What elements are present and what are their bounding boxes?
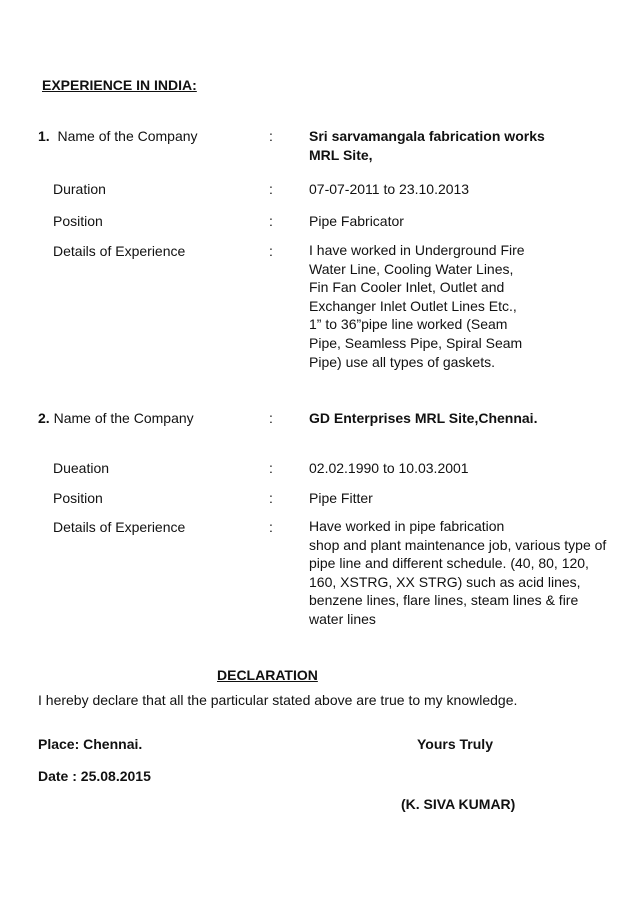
date-line: Date : 25.08.2015 bbox=[38, 768, 151, 784]
job2-details-line: benzene lines, flare lines, steam lines & fire bbox=[309, 592, 579, 609]
job2-details-label: Details of Experience bbox=[53, 519, 186, 535]
job1-company-colon: : bbox=[269, 128, 273, 144]
job1-details-line: Pipe) use all types of gaskets. bbox=[309, 353, 495, 370]
job1-duration-label: Duration bbox=[53, 181, 106, 197]
job1-number: 1. bbox=[38, 128, 50, 144]
job2-details-line: 160, XSTRG, XX STRG) such as acid lines, bbox=[309, 573, 581, 590]
job1-company-line1: Sri sarvamangala fabrication works bbox=[309, 128, 545, 144]
job1-details-line: I have worked in Underground Fire bbox=[309, 242, 525, 258]
job2-company-value: GD Enterprises MRL Site,Chennai. bbox=[309, 410, 538, 426]
job2-duration-value: 02.02.1990 to 10.03.2001 bbox=[309, 460, 469, 476]
job1-details-paragraph bbox=[309, 241, 525, 371]
job1-duration-value: 07-07-2011 to 23.10.2013 bbox=[309, 181, 470, 197]
job2-details-paragraph bbox=[309, 517, 606, 629]
job2-details-line: water lines bbox=[309, 610, 376, 627]
job1-duration-colon: : bbox=[269, 181, 273, 197]
job1-details-label: Details of Experience bbox=[53, 243, 186, 259]
declaration-text: I hereby declare that all the particular stated above are true to my knowledge. bbox=[38, 692, 518, 708]
job1-position-label: Position bbox=[53, 213, 103, 229]
job1-company-line2: MRL Site, bbox=[309, 147, 373, 163]
job2-number: 2. bbox=[38, 410, 50, 426]
job1-company-label-row bbox=[38, 127, 198, 145]
job2-position-label: Position bbox=[53, 490, 103, 506]
job2-company-colon: : bbox=[269, 410, 273, 426]
job2-position-value: Pipe Fitter bbox=[309, 490, 373, 506]
job2-company-label-row bbox=[38, 409, 194, 427]
job2-duration-label: Dueation bbox=[53, 460, 110, 476]
job2-company-label: Name of the Company bbox=[53, 410, 194, 426]
job1-details-line: 1” to 36”pipe line worked (Seam bbox=[309, 316, 508, 333]
yours-truly: Yours Truly bbox=[417, 736, 493, 752]
declaration-title: DECLARATION bbox=[217, 667, 318, 683]
job2-position-colon: : bbox=[269, 490, 273, 506]
job2-details-line: pipe line and different schedule. (40, 80, 120, bbox=[309, 555, 589, 572]
job1-details-colon: : bbox=[269, 243, 273, 259]
job1-details-line: Water Line, Cooling Water Lines, bbox=[309, 260, 514, 277]
job2-details-line: Have worked in pipe fabrication bbox=[309, 518, 505, 534]
signature-name: (K. SIVA KUMAR) bbox=[401, 796, 516, 812]
job2-duration-colon: : bbox=[269, 460, 273, 476]
job1-company-label: Name of the Company bbox=[57, 128, 198, 144]
job1-position-colon: : bbox=[269, 213, 273, 229]
job2-details-line: shop and plant maintenance job, various type of bbox=[309, 536, 607, 553]
place-line: Place: Chennai. bbox=[38, 736, 143, 752]
job1-details-line: Pipe, Seamless Pipe, Spiral Seam bbox=[309, 334, 523, 351]
section-title: EXPERIENCE IN INDIA: bbox=[42, 77, 197, 93]
job1-details-line: Exchanger Inlet Outlet Lines Etc., bbox=[309, 297, 517, 314]
job1-position-value: Pipe Fabricator bbox=[309, 213, 404, 229]
job1-details-line: Fin Fan Cooler Inlet, Outlet and bbox=[309, 279, 505, 296]
job2-details-colon: : bbox=[269, 519, 273, 535]
